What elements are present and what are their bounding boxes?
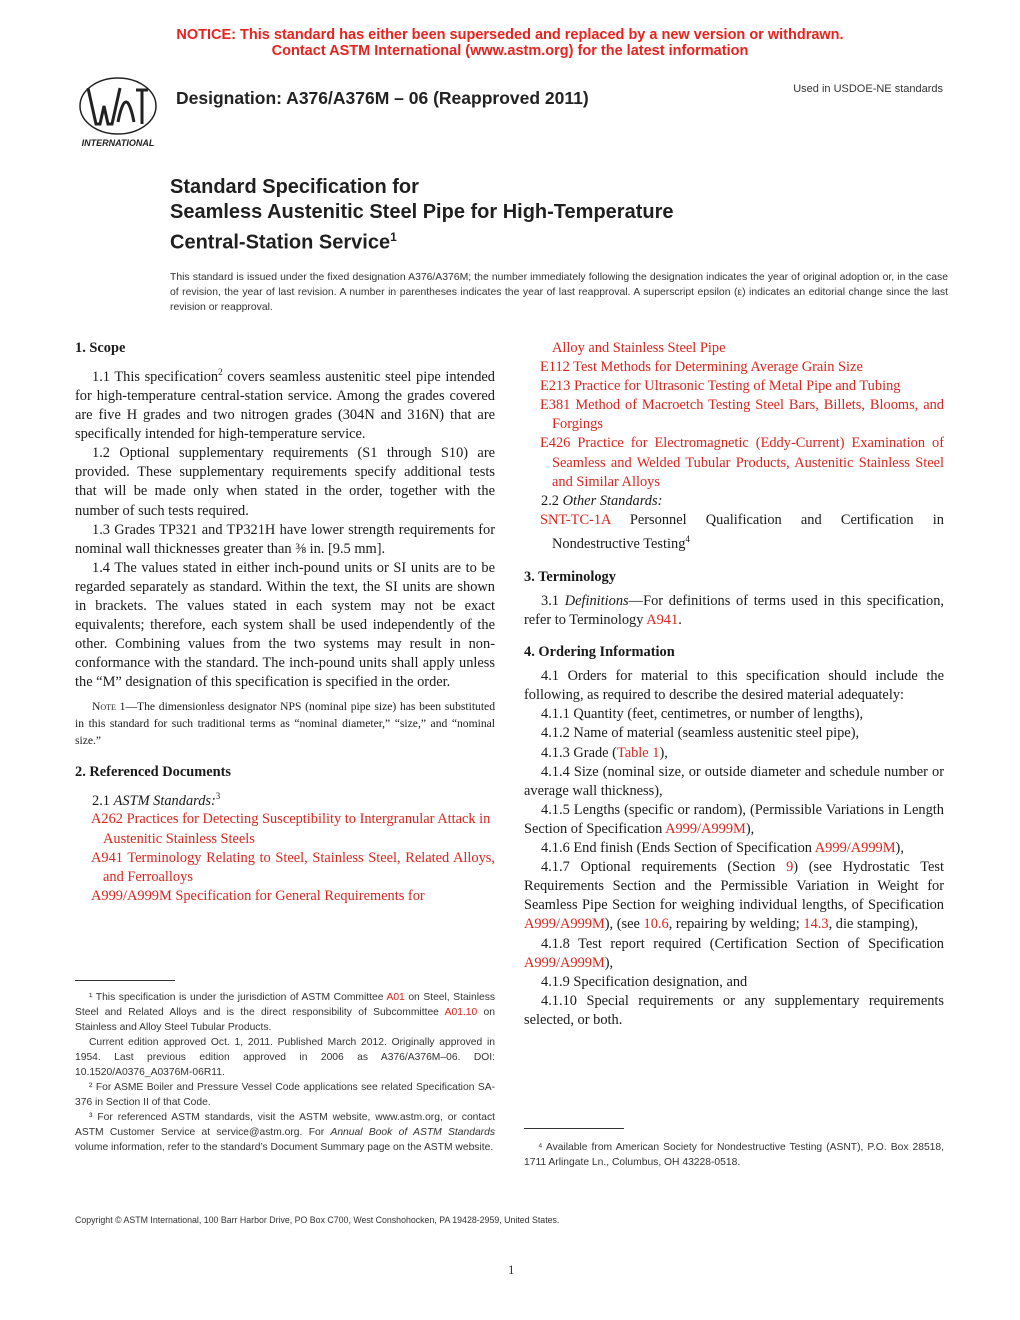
committee-a01-link[interactable]: A01 — [386, 992, 405, 1003]
footnote-3: ³ For referenced ASTM standards, visit the ASTM website, www.astm.org, or contact ASTM Customer Service at service@astm.org. For Annual Book of ASTM Standards volume information, refer to the standard’s Document Summary page on the ASTM website. — [75, 1112, 495, 1153]
reference-a999-continued[interactable]: Alloy and Stainless Steel Pipe — [552, 340, 726, 356]
section-9-link[interactable]: 9 — [786, 859, 794, 876]
logo-caption: INTERNATIONAL — [81, 138, 155, 148]
section-terminology-heading: 3. Terminology — [524, 568, 616, 585]
footnote-rule-right — [524, 1128, 624, 1129]
designation: Designation: A376/A376M – 06 (Reapproved 2011) — [176, 88, 589, 108]
reference-e381[interactable]: E381 Method of Macroetch Testing Steel Bars, Billets, Blooms, and Forgings — [540, 397, 944, 433]
reference-a999[interactable]: A999/A999M Specification for General Requirements for — [91, 887, 425, 904]
left-column — [75, 339, 495, 906]
footnote-rule-left — [75, 980, 175, 981]
title-line-3: Central-Station Service$^1$ — [170, 230, 397, 254]
astm-logo — [74, 76, 162, 154]
title-line-1: Standard Specification for — [170, 176, 419, 198]
a999-link-weight[interactable]: A999/A999M — [524, 916, 605, 933]
ordering-4-1-4: 4.1.4 Size (nominal size, or outside diameter and schedule number or average wall thickness), — [524, 763, 944, 799]
section-referenced-heading: 2. Referenced Documents — [75, 764, 231, 781]
ordering-4-1-8: 4.1.8 Test report required (Certification Section of Specification A999/A999M), — [524, 935, 944, 971]
ordering-4-1-6: 4.1.6 End finish (Ends Section of Specification A999/A999M), — [541, 840, 904, 857]
ordering-4-1: 4.1 Orders for material to this specification should include the following, as required to describe the desired material adequately: — [524, 668, 944, 704]
ordering-4-1-1: 4.1.1 Quantity (feet, centimetres, or number of lengths), — [541, 706, 864, 723]
footnote-1: ¹ This specification is under the jurisdiction of ASTM Committee A01 on Steel, Stainless Steel and Related Alloys and is the direct responsibility of Subcommittee A01.10 on Stainless and Alloy Steel Tubular Products. — [75, 992, 496, 1033]
ordering-4-1-9: 4.1.9 Specification designation, and — [541, 973, 748, 990]
a999-link-lengths[interactable]: A999/A999M — [665, 820, 746, 837]
reference-a262[interactable]: A262 Practices for Detecting Susceptibility to Intergranular Attack in Austenitic Stainless Steels — [91, 811, 491, 847]
copyright-line: Copyright © ASTM International, 100 Barr Harbor Drive, PO Box C700, West Conshohocken, PA 19428-2959, United States. — [75, 1215, 560, 1225]
astm-standards-label: 2.1 ASTM Standards:$^3$ — [92, 790, 221, 809]
page-number: 1 — [508, 1262, 515, 1277]
other-standards-label: 2.2 Other Standards: — [541, 492, 663, 509]
terminology-3-1: 3.1 Definitions—For definitions of terms used in this specification, refer to Terminology A941. — [524, 592, 944, 629]
issuance-note: This standard is issued under the fixed designation A376/A376M; the number immediately following the designation indicates the year of original adoption or, in the case of revision, the year of last revision. A number in parentheses indicates the year of last reapproval. A superscript epsilon (ε) indicates an editorial change since the last revision or reapproval. — [170, 272, 948, 313]
title-line-2: Seamless Austenitic Steel Pipe for High-Temperature — [170, 201, 674, 223]
section-scope-heading: 1. Scope — [75, 340, 126, 356]
snt-tc-1a-link[interactable]: SNT-TC-1A — [540, 511, 611, 528]
title-footnote-ref[interactable]: 1 — [390, 230, 397, 244]
footnotes-right — [524, 1140, 944, 1170]
scope-1-3: 1.3 Grades TP321 and TP321H have lower strength requirements for nominal wall thicknesses greater than ⅜ in. [9.5 mm]. — [75, 521, 495, 557]
reference-e426[interactable]: E426 Practice for Electromagnetic (Eddy-Current) Examination of Seamless and Welded Tubular Products, Austenitic Stainless Steel and Similar Alloys — [540, 435, 944, 490]
footnote-2: ² For ASME Boiler and Pressure Vessel Code applications see related Specification SA-376 in Section II of that Code. — [75, 1082, 495, 1108]
footnote-1-edition: Current edition approved Oct. 1, 2011. Published March 2012. Originally approved in 1954. Last previous edition approved in 2006 as A376/A376M–06. DOI: 10.1520/A0376_A0376M-06R11. — [75, 1037, 495, 1078]
section-ordering-heading: 4. Ordering Information — [524, 644, 675, 661]
used-in-note: Used in USDOE-NE standards — [793, 83, 943, 95]
document-title — [170, 175, 673, 256]
scope-1-1: 1.1 This specification$^2$ covers seamless austenitic steel pipe intended for high-temperature central-station service. Among the grades covered are five H grades and two nitrogen grades (304N and 316N) that are specifically intended for high-temperature service. — [75, 367, 495, 443]
a999-link-certification[interactable]: A999/A999M — [524, 954, 605, 971]
scope-1-2: 1.2 Optional supplementary requirements (S1 through S10) are provided. These supplementary requirements specify additional tests that will be made only when stated in the order, together with the number of such tests required. — [75, 445, 495, 519]
section-14-3-link[interactable]: 14.3 — [803, 916, 829, 933]
scope-1-4: 1.4 The values stated in either inch-pound units or SI units are to be regarded separately as standard. Within the text, the SI units are shown in brackets. The values stated in each system may not be exact equivalents; therefore, each system shall be used independently of the other. Combining values from the two systems may result in non-conformance with the standard. The inch-pound units shall apply unless the “M” designation of this specification is specified in the order. — [75, 559, 495, 691]
notice-line-1: NOTICE: This standard has either been superseded and replaced by a new version or withdrawn. — [176, 27, 844, 43]
reference-a941[interactable]: A941 Terminology Relating to Steel, Stainless Steel, Related Alloys, and Ferroalloys — [91, 849, 495, 885]
footnotes-left — [75, 990, 495, 1155]
reference-snt-tc-1a: SNT-TC-1A Personnel Qualification and Certification in Nondestructive Testing$^4$ — [540, 511, 944, 552]
ordering-4-1-10: 4.1.10 Special requirements or any supplementary requirements selected, or both. — [524, 992, 944, 1028]
notice-line-2: Contact ASTM International (www.astm.org) for the latest information — [271, 43, 749, 59]
a999-link-ends[interactable]: A999/A999M — [814, 840, 896, 857]
table-1-link[interactable]: Table 1 — [616, 744, 660, 761]
ordering-4-1-7: 4.1.7 Optional requirements (Section 9) (see Hydrostatic Test Requirements Section and the Permissible Variation in Weight for Seamless Pipe Section for weighing individual lengths, of Specification A999/A999M), (see 10.6, repairing by welding; 14.3, die stamping), — [524, 859, 944, 933]
reference-e112[interactable]: E112 Test Methods for Determining Average Grain Size — [540, 359, 863, 376]
footnote-4: ⁴ Available from American Society for Nondestructive Testing (ASNT), P.O. Box 28518, 1711 Arlingate Ln., Columbus, OH 43228-0518. — [524, 1142, 944, 1168]
terminology-a941-link[interactable]: A941 — [646, 612, 679, 629]
ordering-4-1-3: 4.1.3 Grade (Table 1), — [541, 744, 668, 761]
subcommittee-a01-10-link[interactable]: A01.10 — [444, 1007, 478, 1018]
withdrawn-notice — [0, 27, 1020, 59]
right-column — [524, 339, 944, 1030]
scope-note-1: Note 1—The dimensionless designator NPS (nominal pipe size) has been substituted in this standard for such traditional terms as “nominal diameter,” “size,” and “nominal size.” — [75, 700, 495, 748]
ordering-4-1-5: 4.1.5 Lengths (specific or random), (Permissible Variations in Length Section of Specification A999/A999M), — [524, 801, 944, 837]
section-10-6-link[interactable]: 10.6 — [643, 916, 669, 933]
reference-e213[interactable]: E213 Practice for Ultrasonic Testing of Metal Pipe and Tubing — [540, 378, 901, 395]
ordering-4-1-2: 4.1.2 Name of material (seamless austenitic steel pipe), — [541, 725, 860, 742]
